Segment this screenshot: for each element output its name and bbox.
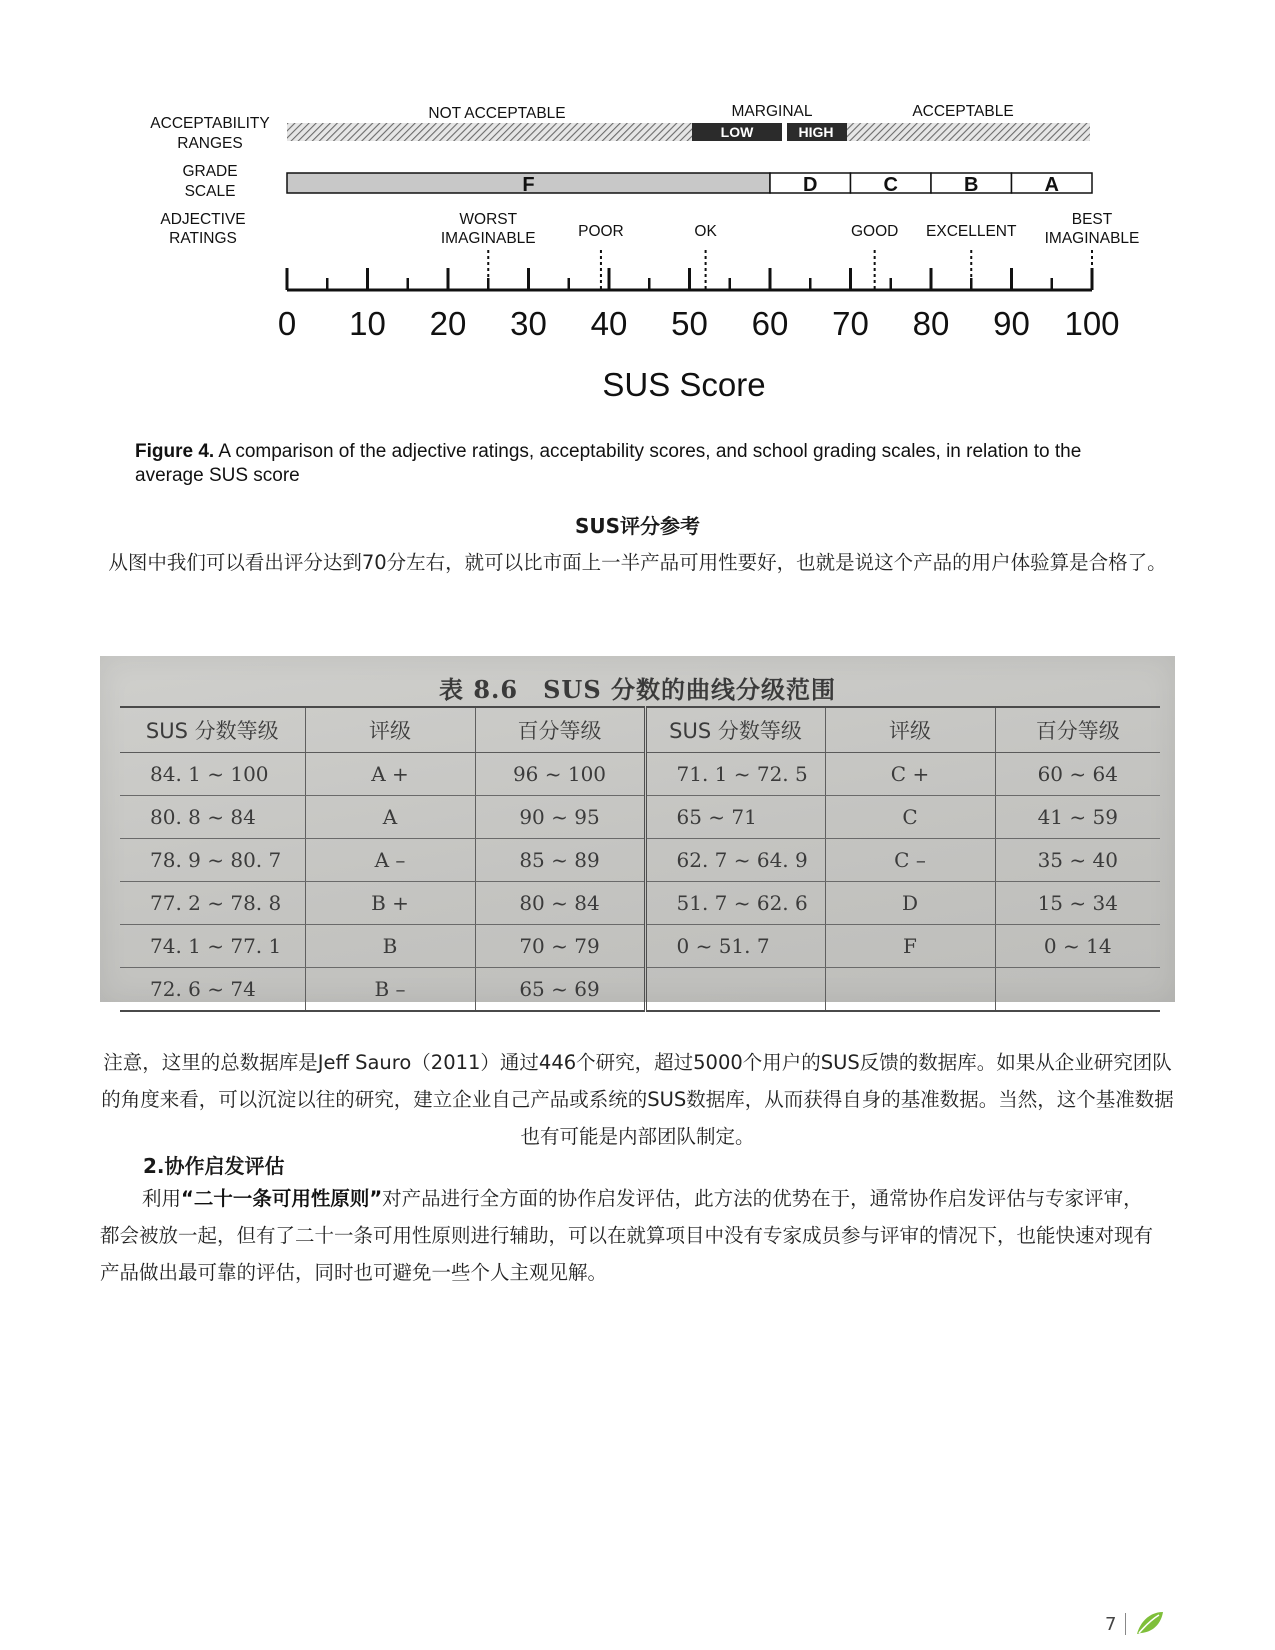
table-cell: 96 ~ 100 <box>475 753 645 796</box>
table-cell: F <box>825 925 995 968</box>
tick-label: 0 <box>277 305 297 342</box>
tick-label: 10 <box>349 305 386 342</box>
tick-label: 50 <box>671 305 708 342</box>
table-cell: A <box>305 796 475 839</box>
table-row <box>120 925 1160 968</box>
table-cell: C – <box>825 839 995 882</box>
table-cell: 77. 2 ~ 78. 8 <box>120 882 305 925</box>
table-cell: 78. 9 ~ 80. 7 <box>120 839 305 882</box>
heuristic-paragraph-rest: 对产品进行全方面的协作启发评估，此方法的优势在于，通常协作启发评估与专家评审，都会被放一起，但有了二十一条可用性原则进行辅助，可以在就算项目中没有专家成员参与评审的情况下，也能快速对现有产品做出最可靠的评估，同时也可避免一些个人主观见解。 <box>100 1187 1154 1284</box>
header-sus-score-1: SUS 分数等级 <box>120 707 305 753</box>
x-axis-title: SUS Score <box>602 366 766 403</box>
adjective-label: WORST <box>459 211 518 228</box>
table-cell: 60 ~ 64 <box>995 753 1160 796</box>
heuristic-paragraph <box>100 1180 1160 1291</box>
table-cell: B <box>305 925 475 968</box>
grade-scale <box>287 173 1092 196</box>
adjective-label: GOOD <box>850 223 899 240</box>
table-cell: B – <box>305 968 475 1012</box>
grade-letter-a: A <box>1044 174 1059 196</box>
table-cell: D <box>825 882 995 925</box>
table-cell: 65 ~ 71 <box>645 796 825 839</box>
adjective-label: BEST <box>1071 211 1113 228</box>
table-cell: 62. 7 ~ 64. 9 <box>645 839 825 882</box>
marginal-low-label: LOW <box>720 124 754 140</box>
grade-letter-c: C <box>883 174 898 196</box>
figure-caption-label: Figure 4. <box>135 441 215 462</box>
table-cell: 80 ~ 84 <box>475 882 645 925</box>
table-cell: A + <box>305 753 475 796</box>
x-axis-ticks <box>278 268 1120 342</box>
grade-letter-b: B <box>964 174 979 196</box>
sus-score-figure <box>0 0 1275 420</box>
tick-label: 80 <box>912 305 950 342</box>
figure-caption <box>135 440 1155 488</box>
adjective-label: OK <box>694 223 717 240</box>
table-title: 表 8.6 SUS 分数的曲线分级范围 <box>438 675 837 704</box>
table-row <box>120 968 1160 1012</box>
adjective-label: EXCELLENT <box>926 223 1017 240</box>
table-cell <box>645 968 825 1012</box>
adjective-ratings <box>441 211 1140 290</box>
header-percentile-1: 百分等级 <box>475 707 645 753</box>
table-cell: 74. 1 ~ 77. 1 <box>120 925 305 968</box>
grade-letter-d: D <box>803 174 818 196</box>
table-row <box>120 839 1160 882</box>
table-row <box>120 882 1160 925</box>
tick-label: 100 <box>1064 305 1120 342</box>
tick-label: 60 <box>751 305 789 342</box>
row-label-adjective-1: ADJECTIVE <box>160 211 246 228</box>
table-cell: 0 ~ 51. 7 <box>645 925 825 968</box>
marginal-high-label: HIGH <box>798 124 834 140</box>
table-cell: 85 ~ 89 <box>475 839 645 882</box>
grade-letter-f: F <box>522 174 535 196</box>
not-acceptable-label: NOT ACCEPTABLE <box>428 105 566 122</box>
header-sus-score-2: SUS 分数等级 <box>645 707 825 753</box>
table-row <box>120 753 1160 796</box>
header-grade-1: 评级 <box>305 707 475 753</box>
tick-label: 30 <box>510 305 547 342</box>
row-label-grade-1: GRADE <box>182 163 238 180</box>
heuristic-paragraph-prefix: 利用 <box>142 1187 182 1210</box>
tick-label: 70 <box>832 305 869 342</box>
database-note-paragraph: 注意，这里的总数据库是Jeff Sauro（2011）通过446个研究，超过5000个用户的SUS反馈的数据库。如果从企业研究团队的角度来看，可以沉淀以往的研究，建立企业自己产品或系统的SUS数据库，从而获得自身的基准数据。当然，这个基准数据也有可能是内部团队制定。 <box>101 1051 1174 1148</box>
sus-grade-table <box>120 706 1160 1012</box>
header-grade-2: 评级 <box>825 707 995 753</box>
table-cell <box>995 968 1160 1012</box>
acceptable-band <box>847 123 1090 141</box>
table-cell: 0 ~ 14 <box>995 925 1160 968</box>
row-label-acceptability-1: ACCEPTABILITY <box>150 115 270 132</box>
table-cell: A – <box>305 839 475 882</box>
header-percentile-2: 百分等级 <box>995 707 1160 753</box>
table-cell: C <box>825 796 995 839</box>
section-heading-collaborative-heuristic: 2.协作启发评估 <box>143 1154 285 1178</box>
adjective-label: IMAGINABLE <box>440 230 536 247</box>
page-number-divider <box>1125 1613 1126 1635</box>
tick-label: 40 <box>590 305 628 342</box>
section-title: SUS评分参考 <box>574 514 701 538</box>
table-cell: 41 ~ 59 <box>995 796 1160 839</box>
table-cell: 70 ~ 79 <box>475 925 645 968</box>
table-cell: 84. 1 ~ 100 <box>120 753 305 796</box>
not-acceptable-band <box>287 123 692 141</box>
adjective-label: POOR <box>578 223 624 240</box>
row-label-grade-2: SCALE <box>184 183 236 200</box>
table-cell: 72. 6 ~ 74 <box>120 968 305 1012</box>
table-cell: 80. 8 ~ 84 <box>120 796 305 839</box>
table-cell: 51. 7 ~ 62. 6 <box>645 882 825 925</box>
heuristic-paragraph-highlight: “二十一条可用性原则” <box>181 1187 383 1210</box>
table-cell: C + <box>825 753 995 796</box>
adjective-label: IMAGINABLE <box>1044 230 1140 247</box>
table-cell <box>825 968 995 1012</box>
table-cell: 35 ~ 40 <box>995 839 1160 882</box>
table-row <box>120 796 1160 839</box>
table-cell: 71. 1 ~ 72. 5 <box>645 753 825 796</box>
table-cell: 65 ~ 69 <box>475 968 645 1012</box>
tick-label: 20 <box>429 305 467 342</box>
table-cell: 90 ~ 95 <box>475 796 645 839</box>
page-number: 7 <box>1105 1614 1117 1635</box>
sus-grade-table-photo <box>100 656 1175 1002</box>
table-cell: B + <box>305 882 475 925</box>
tick-label: 90 <box>993 305 1030 342</box>
table-cell: 15 ~ 34 <box>995 882 1160 925</box>
acceptable-label: ACCEPTABLE <box>912 103 1014 120</box>
figure-caption-text: A comparison of the adjective ratings, acceptability scores, and school grading scales, in relation to the average SUS score <box>135 441 1082 486</box>
row-label-acceptability-2: RANGES <box>177 135 243 152</box>
table-header-row <box>120 707 1160 753</box>
leaf-logo-icon <box>1135 1610 1165 1636</box>
row-label-adjective-2: RATINGS <box>169 230 237 247</box>
marginal-label: MARGINAL <box>731 103 813 120</box>
interpretation-paragraph: 从图中我们可以看出评分达到70分左右，就可以比市面上一半产品可用性要好，也就是说这个产品的用户体验算是合格了。 <box>108 551 1167 574</box>
